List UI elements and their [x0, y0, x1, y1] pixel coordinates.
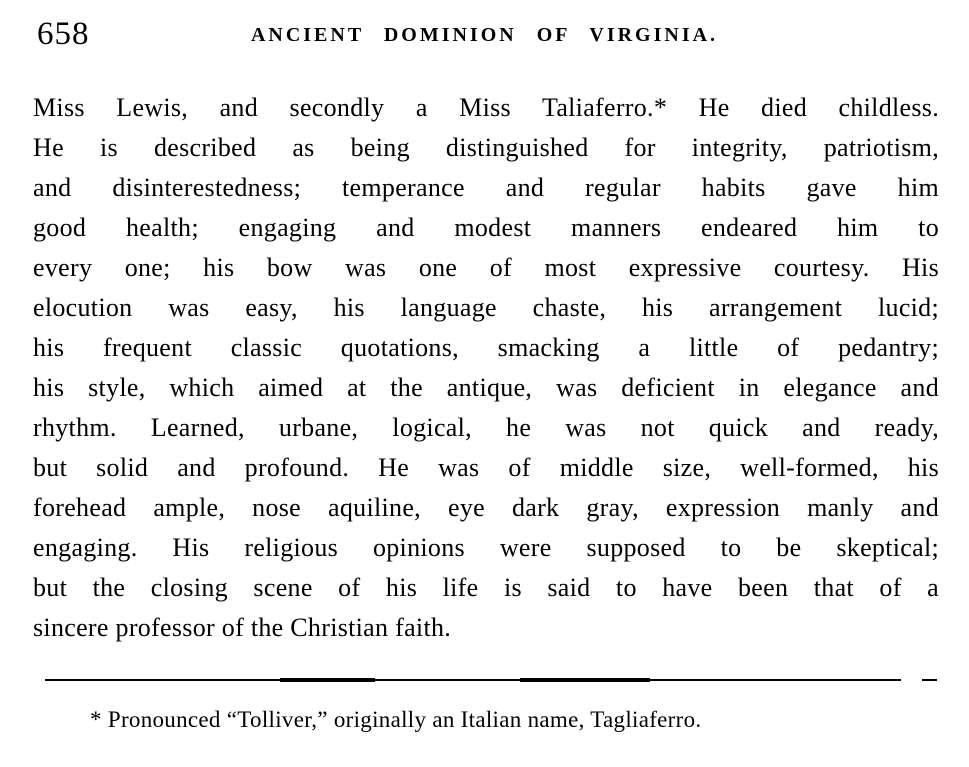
body-line: He is described as being distinguished for integrity, patriotism, — [33, 133, 939, 162]
body-line: but solid and profound. He was of middle size, well-formed, his — [33, 453, 939, 482]
body-line: engaging. His religious opinions were supposed to be skeptical; — [33, 533, 939, 562]
body-line: good health; engaging and modest manners endeared him to — [33, 213, 939, 242]
body-line: his frequent classic quotations, smacking a little of pedantry; — [33, 333, 939, 362]
running-head-title: ANCIENT DOMINION OF VIRGINIA. — [250, 24, 719, 46]
body-line: sincere professor of the Christian faith. — [33, 613, 452, 642]
footnote-divider-dash — [922, 679, 937, 681]
footnote-divider-rule — [45, 679, 901, 681]
rule-thick-segment — [280, 678, 375, 682]
body-line: every one; his bow was one of most expressive courtesy. His — [33, 253, 939, 282]
body-line: elocution was easy, his language chaste, his arrangement lucid; — [33, 293, 939, 322]
footnote-text: * Pronounced “Tolliver,” originally an Italian name, Tagliaferro. — [90, 707, 702, 732]
body-line: and disinterestedness; temperance and regular habits gave him — [33, 173, 939, 202]
page-header — [0, 14, 969, 54]
body-line: his style, which aimed at the antique, was deficient in elegance and — [33, 373, 939, 402]
body-line: forehead ample, nose aquiline, eye dark gray, expression manly and — [33, 493, 939, 522]
page-number: 658 — [37, 16, 90, 52]
body-line: rhythm. Learned, urbane, logical, he was not quick and ready, — [33, 413, 939, 442]
body-paragraph — [33, 88, 939, 648]
body-line: but the closing scene of his life is said to have been that of a — [33, 573, 939, 602]
body-line: Miss Lewis, and secondly a Miss Taliaferro.* He died childless. — [33, 93, 939, 122]
rule-thick-segment — [520, 678, 650, 682]
